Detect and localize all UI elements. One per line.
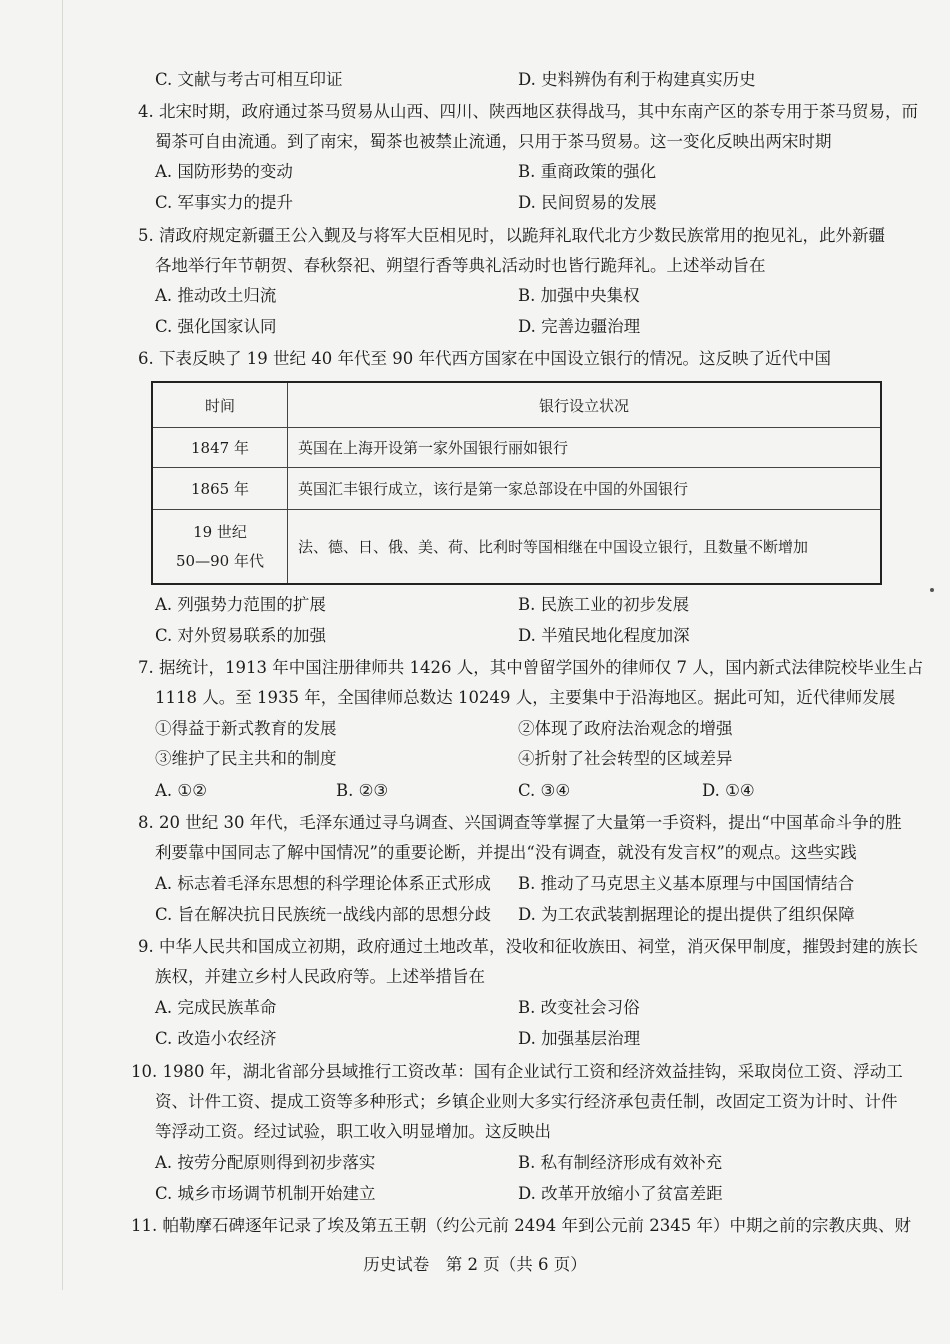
q6-option-b: B. 民族工业的初步发展 bbox=[518, 595, 690, 614]
q9-option-d: D. 加强基层治理 bbox=[518, 1029, 641, 1048]
table-cell-time: 1847 年 bbox=[152, 428, 288, 468]
q5-option-a: A. 推动改土归流 bbox=[155, 286, 277, 305]
table-header-row bbox=[152, 382, 881, 428]
q7-option-a: A. ①② bbox=[155, 781, 207, 800]
q9-stem-line1: 9. 中华人民共和国成立初期，政府通过土地改革，没收和征收族田、祠堂，消灭保甲制度，摧毁封建的族长 bbox=[138, 937, 918, 956]
q7-option-c: C. ③④ bbox=[518, 781, 571, 800]
table-row bbox=[152, 428, 881, 468]
q4-stem-line1: 4. 北宋时期，政府通过茶马贸易从山西、四川、陕西地区获得战马，其中东南产区的茶专用于茶马贸易，而 bbox=[138, 102, 918, 121]
q4-option-b: B. 重商政策的强化 bbox=[518, 162, 657, 181]
q4-option-d: D. 民间贸易的发展 bbox=[518, 193, 657, 212]
q5-option-c: C. 强化国家认同 bbox=[155, 317, 277, 336]
q5-stem-line2: 各地举行年节朝贺、春秋祭祀、朔望行香等典礼活动时也皆行跪拜礼。上述举动旨在 bbox=[155, 256, 766, 275]
q8-option-b: B. 推动了马克思主义基本原理与中国国情结合 bbox=[518, 874, 855, 893]
q7-option-d: D. ①④ bbox=[702, 781, 755, 800]
q10-stem-line2: 资、计件工资、提成工资等多种形式；乡镇企业则大多实行经济承包责任制，改固定工资为计时、计件 bbox=[155, 1092, 898, 1111]
time-line1: 19 世纪 bbox=[193, 523, 247, 542]
q10-stem-line3: 等浮动工资。经过试验，职工收入明显增加。这反映出 bbox=[155, 1122, 551, 1141]
q7-statement-2: ②体现了政府法治观念的增强 bbox=[518, 719, 733, 738]
q6-option-d: D. 半殖民地化程度加深 bbox=[518, 626, 690, 645]
q7-option-b: B. ②③ bbox=[336, 781, 389, 800]
q7-stem-line1: 7. 据统计，1913 年中国注册律师共 1426 人，其中曾留学国外的律师仅 7 人，国内新式法律院校毕业生占 bbox=[138, 658, 924, 677]
prev-option-c: C. 文献与考古可相互印证 bbox=[155, 70, 343, 89]
prev-option-d: D. 史料辨伪有利于构建真实历史 bbox=[518, 70, 756, 89]
q7-stem-line2: 1118 人。至 1935 年，全国律师总数达 10249 人，主要集中于沿海地区。据此可知，近代律师发展 bbox=[155, 688, 896, 707]
q10-option-d: D. 改革开放缩小了贫富差距 bbox=[518, 1184, 723, 1203]
table-cell-desc: 法、德、日、俄、美、荷、比利时等国相继在中国设立银行，且数量不断增加 bbox=[288, 510, 882, 584]
q10-stem-line1: 10. 1980 年，湖北省部分县域推行工资改革：国有企业试行工资和经济效益挂钩，采取岗位工资、浮动工 bbox=[131, 1062, 903, 1081]
q8-stem-line1: 8. 20 世纪 30 年代，毛泽东通过寻乌调查、兴国调查等掌握了大量第一手资料，提出“中国革命斗争的胜 bbox=[138, 813, 902, 832]
q6-option-a: A. 列强势力范围的扩展 bbox=[155, 595, 326, 614]
page-binding-edge bbox=[62, 0, 63, 1290]
q4-option-a: A. 国防形势的变动 bbox=[155, 162, 293, 181]
q5-option-b: B. 加强中央集权 bbox=[518, 286, 640, 305]
time-line2: 50—90 年代 bbox=[176, 552, 264, 571]
q7-statement-3: ③维护了民主共和的制度 bbox=[155, 749, 337, 768]
q8-option-d: D. 为工农武装割据理论的提出提供了组织保障 bbox=[518, 905, 855, 924]
page-footer: 历史试卷 第 2 页（共 6 页） bbox=[363, 1255, 587, 1274]
table-header-status: 银行设立状况 bbox=[288, 382, 882, 428]
table-row bbox=[152, 468, 881, 510]
scan-speck bbox=[930, 588, 934, 592]
q9-option-b: B. 改变社会习俗 bbox=[518, 998, 640, 1017]
q4-stem-line2: 蜀茶可自由流通。到了南宋，蜀茶也被禁止流通，只用于茶马贸易。这一变化反映出两宋时期 bbox=[155, 132, 832, 151]
q10-option-c: C. 城乡市场调节机制开始建立 bbox=[155, 1184, 376, 1203]
table-cell-desc: 英国汇丰银行成立，该行是第一家总部设在中国的外国银行 bbox=[288, 468, 882, 510]
q5-stem-line1: 5. 清政府规定新疆王公入觐及与将军大臣相见时，以跪拜礼取代北方少数民族常用的抱见礼，此外新疆 bbox=[138, 226, 885, 245]
table-cell-time bbox=[152, 510, 288, 584]
q7-statement-4: ④折射了社会转型的区域差异 bbox=[518, 749, 733, 768]
q11-stem-line1: 11. 帕勒摩石碑逐年记录了埃及第五王朝（约公元前 2494 年到公元前 2345 年）中期之前的宗教庆典、财 bbox=[131, 1216, 911, 1235]
table-row bbox=[152, 510, 881, 584]
bank-table bbox=[151, 381, 882, 585]
q6-stem: 6. 下表反映了 19 世纪 40 年代至 90 年代西方国家在中国设立银行的情况。这反映了近代中国 bbox=[138, 349, 831, 368]
q6-option-c: C. 对外贸易联系的加强 bbox=[155, 626, 327, 645]
q9-stem-line2: 族权，并建立乡村人民政府等。上述举措旨在 bbox=[155, 967, 485, 986]
table-header-time: 时间 bbox=[152, 382, 288, 428]
q4-option-c: C. 军事实力的提升 bbox=[155, 193, 294, 212]
q9-option-a: A. 完成民族革命 bbox=[155, 998, 277, 1017]
q10-option-a: A. 按劳分配原则得到初步落实 bbox=[155, 1153, 376, 1172]
table-cell-time: 1865 年 bbox=[152, 468, 288, 510]
q8-stem-line2: 利要靠中国同志了解中国情况”的重要论断，并提出“没有调查，就没有发言权”的观点。这些实践 bbox=[155, 843, 857, 862]
q7-statement-1: ①得益于新式教育的发展 bbox=[155, 719, 337, 738]
q5-option-d: D. 完善边疆治理 bbox=[518, 317, 641, 336]
q10-option-b: B. 私有制经济形成有效补充 bbox=[518, 1153, 723, 1172]
table-cell-desc: 英国在上海开设第一家外国银行丽如银行 bbox=[288, 428, 882, 468]
q9-option-c: C. 改造小农经济 bbox=[155, 1029, 277, 1048]
q8-option-c: C. 旨在解决抗日民族统一战线内部的思想分歧 bbox=[155, 905, 492, 924]
q8-option-a: A. 标志着毛泽东思想的科学理论体系正式形成 bbox=[155, 874, 491, 893]
